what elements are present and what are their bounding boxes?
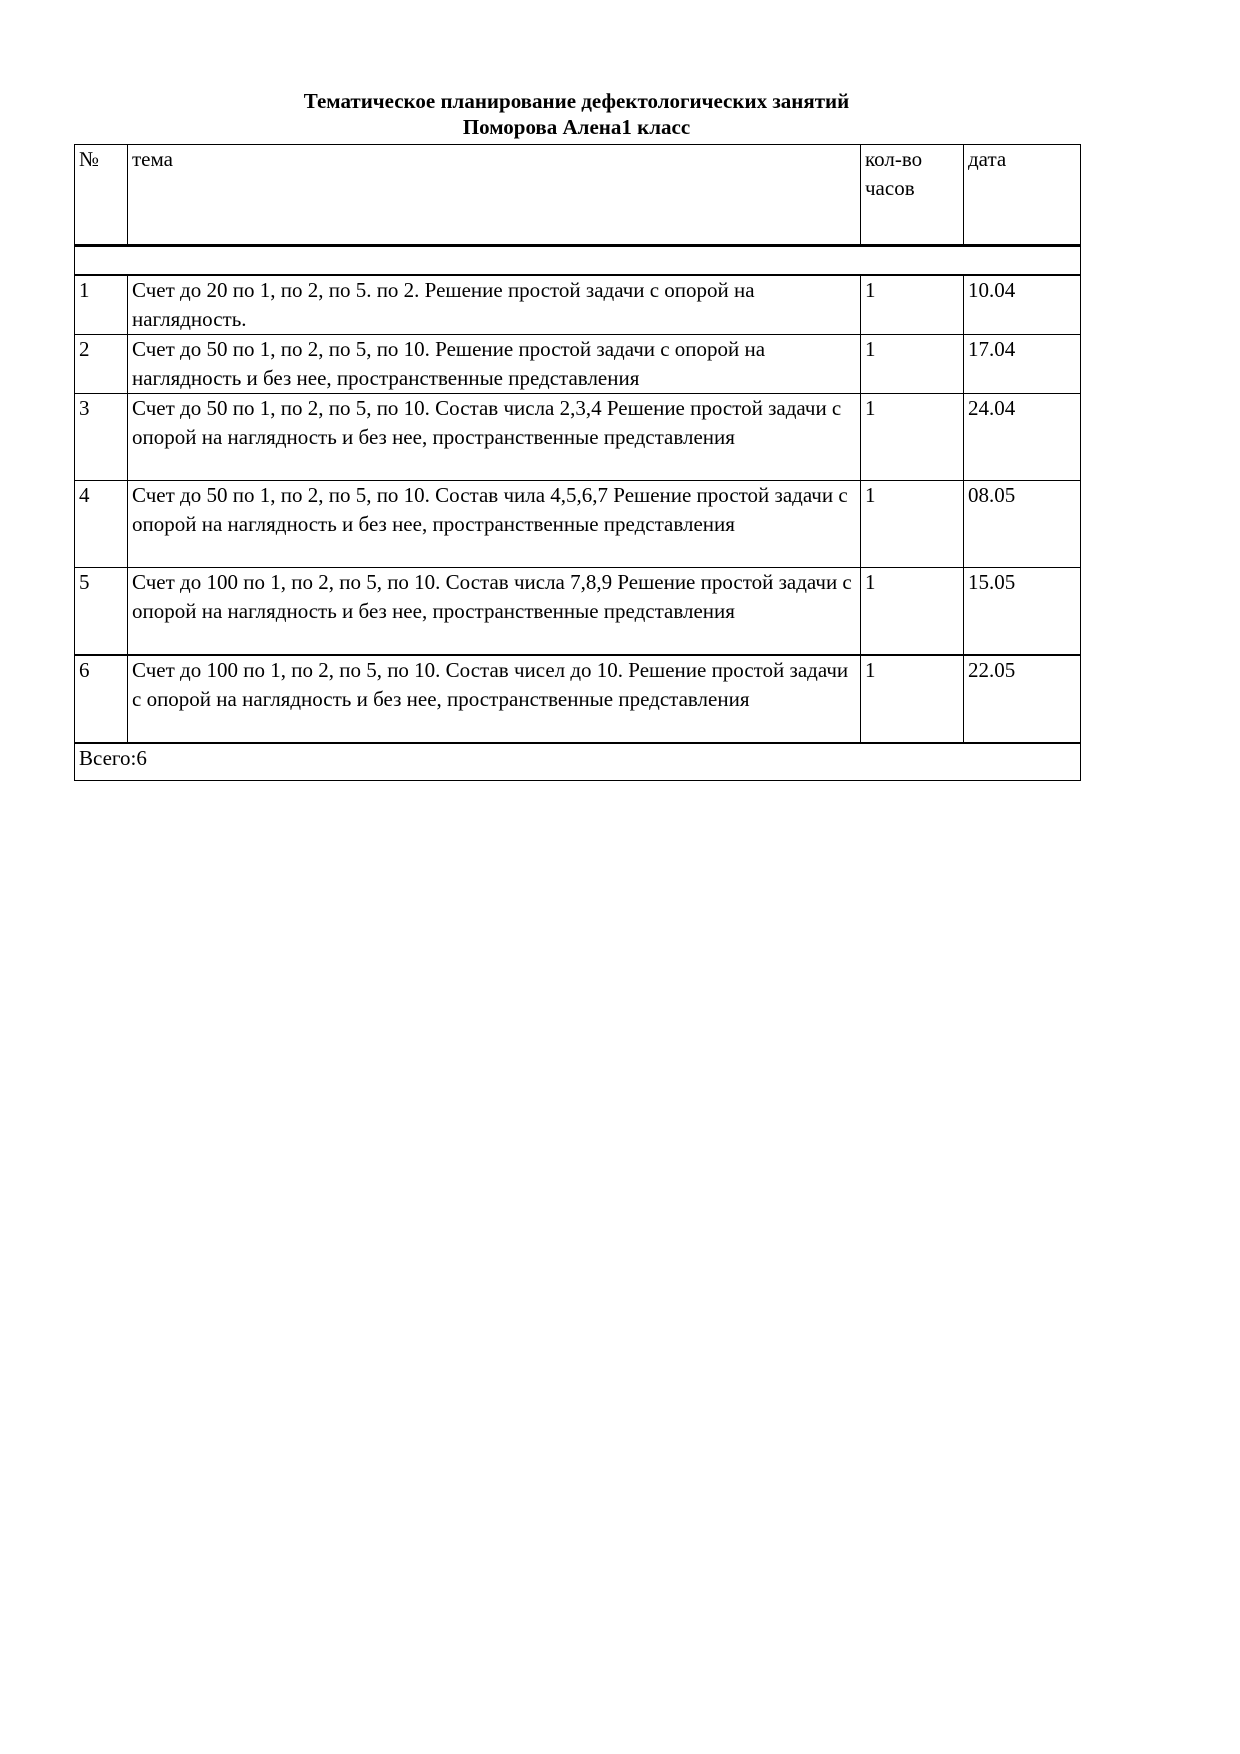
header-topic: тема [128,145,861,246]
row-hours: 1 [861,394,964,481]
row-num: 1 [75,275,128,335]
row-hours: 1 [861,335,964,394]
row-num: 3 [75,394,128,481]
table-row [75,655,1081,743]
table-row [75,481,1081,568]
row-date: 15.05 [964,568,1081,656]
row-num: 6 [75,655,128,743]
header-num: № [75,145,128,246]
row-topic: Счет до 50 по 1, по 2, по 5, по 10. Состав чила 4,5,6,7 Решение простой задачи с опорой на наглядность и без нее, пространственные представления [128,481,861,568]
table-total-row [75,743,1081,781]
plan-table [74,144,1081,781]
row-date: 24.04 [964,394,1081,481]
row-hours: 1 [861,568,964,656]
row-topic: Счет до 100 по 1, по 2, по 5, по 10. Состав чисел до 10. Решение простой задачи с опорой на наглядность и без нее, пространственные представления [128,655,861,743]
row-topic: Счет до 20 по 1, по 2, по 5. по 2. Решение простой задачи с опорой на наглядность. [128,275,861,335]
table-header-row [75,145,1081,246]
table-empty-row [75,246,1081,276]
row-num: 5 [75,568,128,656]
title-line-2: Поморова Алена1 класс [462,115,691,139]
table-row [75,568,1081,656]
row-num: 4 [75,481,128,568]
row-topic: Счет до 100 по 1, по 2, по 5, по 10. Состав числа 7,8,9 Решение простой задачи с опорой на наглядность и без нее, пространственные представления [128,568,861,656]
header-hours: кол-во часов [861,145,964,246]
title-line-1: Тематическое планирование дефектологических занятий [303,89,850,113]
table-row [75,275,1081,335]
total-cell: Всего:6 [75,743,1081,781]
row-num: 2 [75,335,128,394]
row-hours: 1 [861,275,964,335]
row-topic: Счет до 50 по 1, по 2, по 5, по 10. Состав числа 2,3,4 Решение простой задачи с опорой на наглядность и без нее, пространственные представления [128,394,861,481]
row-date: 08.05 [964,481,1081,568]
row-date: 17.04 [964,335,1081,394]
table-row [75,335,1081,394]
row-topic: Счет до 50 по 1, по 2, по 5, по 10. Решение простой задачи с опорой на наглядность и без нее, пространственные представления [128,335,861,394]
row-date: 10.04 [964,275,1081,335]
row-date: 22.05 [964,655,1081,743]
document-title [74,88,1079,140]
row-hours: 1 [861,655,964,743]
header-date: дата [964,145,1081,246]
row-hours: 1 [861,481,964,568]
table-row [75,394,1081,481]
